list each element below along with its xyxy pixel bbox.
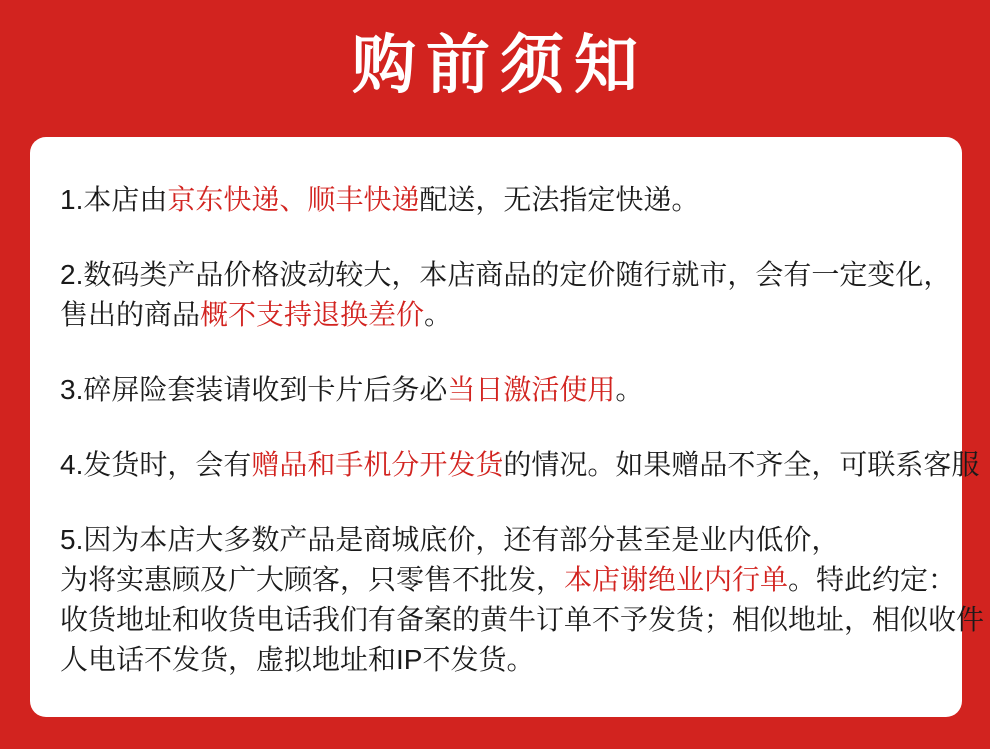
notice-text: 。特此约定：	[788, 564, 957, 595]
notice-line	[60, 560, 957, 600]
notice-text: 人电话不发货，虚拟地址和IP不发货。	[60, 644, 535, 675]
notice-item	[60, 370, 932, 410]
notice-line	[60, 445, 980, 485]
notice-text: 收货地址和收货电话我们有备案的黄牛订单不予发货；相似地址，相似收件	[60, 604, 985, 635]
notice-line	[60, 640, 932, 680]
notice-text: 3.碎屏险套装请收到卡片后务必	[60, 374, 448, 405]
notice-line	[60, 255, 952, 295]
notice-text: 1.本店由	[60, 184, 168, 215]
page-title: 购前须知	[352, 29, 648, 101]
notice-text: 配送，无法指定快递。	[419, 184, 700, 215]
notice-line	[60, 295, 932, 335]
notice-highlight-text: 京东快递、顺丰快递	[167, 184, 420, 215]
notice-line	[60, 520, 932, 560]
notice-item	[60, 255, 952, 335]
notice-line	[60, 370, 932, 410]
notice-text: 售出的商品	[60, 299, 201, 330]
notice-list	[60, 180, 985, 680]
notice-item	[60, 180, 932, 220]
notice-text: 。	[424, 299, 453, 330]
notice-text: 5.因为本店大多数产品是商城底价，还有部分甚至是业内低价，	[60, 524, 840, 555]
notice-line	[60, 180, 932, 220]
notice-line	[60, 600, 985, 640]
notice-highlight-text: 当日激活使用	[447, 374, 616, 405]
notice-text: 。	[615, 374, 644, 405]
notice-text: 2.数码类产品价格波动较大，本店商品的定价随行就市，会有一定变化，	[60, 259, 952, 290]
notice-text: 为将实惠顾及广大顾客，只零售不批发，	[60, 564, 565, 595]
notice-item	[60, 520, 985, 680]
notice-text: 4.发货时，会有	[60, 449, 252, 480]
notice-highlight-text: 本店谢绝业内行单	[564, 564, 789, 595]
notice-card	[30, 137, 985, 717]
notice-highlight-text: 概不支持退换差价	[200, 299, 425, 330]
notice-highlight-text: 赠品和手机分开发货	[251, 449, 504, 480]
notice-item	[60, 445, 980, 485]
notice-text: 的情况。如果赠品不齐全，可联系客服	[503, 449, 980, 480]
